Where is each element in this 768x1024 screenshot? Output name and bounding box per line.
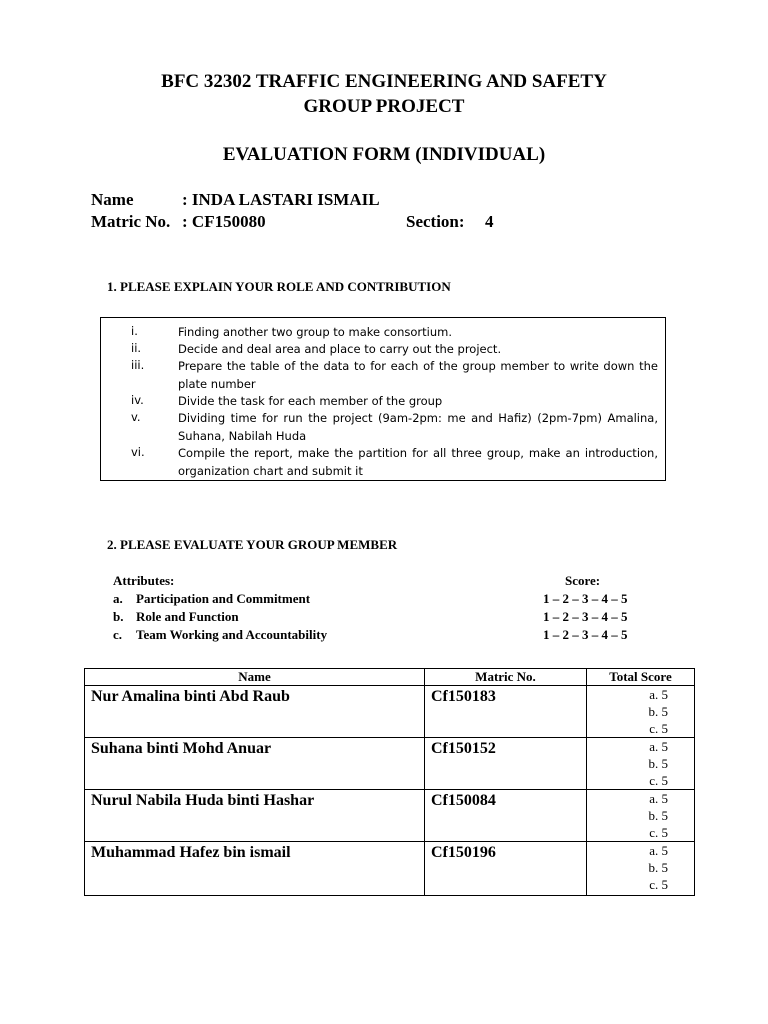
section2-heading: 2. PLEASE EVALUATE YOUR GROUP MEMBER [107,537,398,552]
role-item-number: ii. [131,341,142,355]
score-a: a. 5 [649,843,668,858]
attribute-scale: 1 – 2 – 3 – 4 – 5 [543,627,628,642]
member-matric: Cf150196 [425,842,587,896]
attribute-name: Team Working and Accountability [136,627,328,642]
table-row [85,738,695,790]
role-item-number: vi. [131,445,145,459]
name-value: : INDA LASTARI ISMAIL [182,190,380,209]
member-name: Muhammad Hafez bin ismail [85,842,425,896]
form-title: EVALUATION FORM (INDIVIDUAL) [222,144,546,165]
role-item-number: v. [131,410,141,424]
header-total-score: Total Score [587,669,695,686]
score-b: b. 5 [648,756,668,771]
role-item-text: Finding another two group to make consortium. [178,325,452,339]
table-header-row [85,669,695,686]
role-item-text: Dividing time for run the project (9am-2pm: me and Hafiz) (2pm-7pm) Amalina, Suhana, Nabilah Huda [178,411,658,443]
table-row [85,686,695,738]
score-a: a. 5 [649,791,668,806]
role-item-text: Prepare the table of the data to for each of the group member to write down the plate number [178,359,658,391]
score-c: c. 5 [649,825,668,840]
attribute-scale: 1 – 2 – 3 – 4 – 5 [543,591,628,606]
role-item-number: iii. [131,358,145,372]
score-a: a. 5 [649,739,668,754]
attribute-letter: b. [113,609,124,624]
attribute-scale: 1 – 2 – 3 – 4 – 5 [543,609,628,624]
role-item-number: iv. [131,393,144,407]
member-name: Nurul Nabila Huda binti Hashar [85,790,425,842]
matric-value: : CF150080 [182,212,266,231]
role-item-number: i. [131,324,138,338]
header-matric: Matric No. [425,669,587,686]
score-c: c. 5 [649,773,668,788]
attribute-name: Role and Function [136,609,239,624]
score-a: a. 5 [649,687,668,702]
attributes-label: Attributes: [113,573,175,588]
member-matric: Cf150152 [425,738,587,790]
course-title: BFC 32302 TRAFFIC ENGINEERING AND SAFETY [161,71,607,92]
name-label: Name [91,190,134,209]
project-title: GROUP PROJECT [303,96,465,117]
matric-label: Matric No. [91,212,171,231]
score-label: Score: [565,573,601,588]
role-contribution-box [100,317,666,481]
member-matric: Cf150084 [425,790,587,842]
score-c: c. 5 [649,721,668,736]
member-scores [587,790,695,842]
score-c: c. 5 [649,877,668,892]
role-item-text: Decide and deal area and place to carry out the project. [178,342,502,356]
attribute-letter: c. [113,627,123,642]
section-value: 4 [485,212,494,231]
member-scores [587,842,695,896]
score-b: b. 5 [648,704,668,719]
member-scores [587,738,695,790]
score-b: b. 5 [648,808,668,823]
role-item-text: Divide the task for each member of the group [178,394,443,408]
member-scores [587,686,695,738]
header-name: Name [85,669,425,686]
section-label: Section: [406,212,465,231]
attribute-name: Participation and Commitment [136,591,311,606]
table-row [85,842,695,896]
member-name: Nur Amalina binti Abd Raub [85,686,425,738]
score-b: b. 5 [648,860,668,875]
members-table [84,668,695,896]
section1-heading: 1. PLEASE EXPLAIN YOUR ROLE AND CONTRIBUTION [107,279,451,294]
table-row [85,790,695,842]
role-item-text: Compile the report, make the partition for all three group, make an introduction, organization chart and submit it [178,446,658,478]
member-name: Suhana binti Mohd Anuar [85,738,425,790]
attribute-letter: a. [113,591,123,606]
member-matric: Cf150183 [425,686,587,738]
